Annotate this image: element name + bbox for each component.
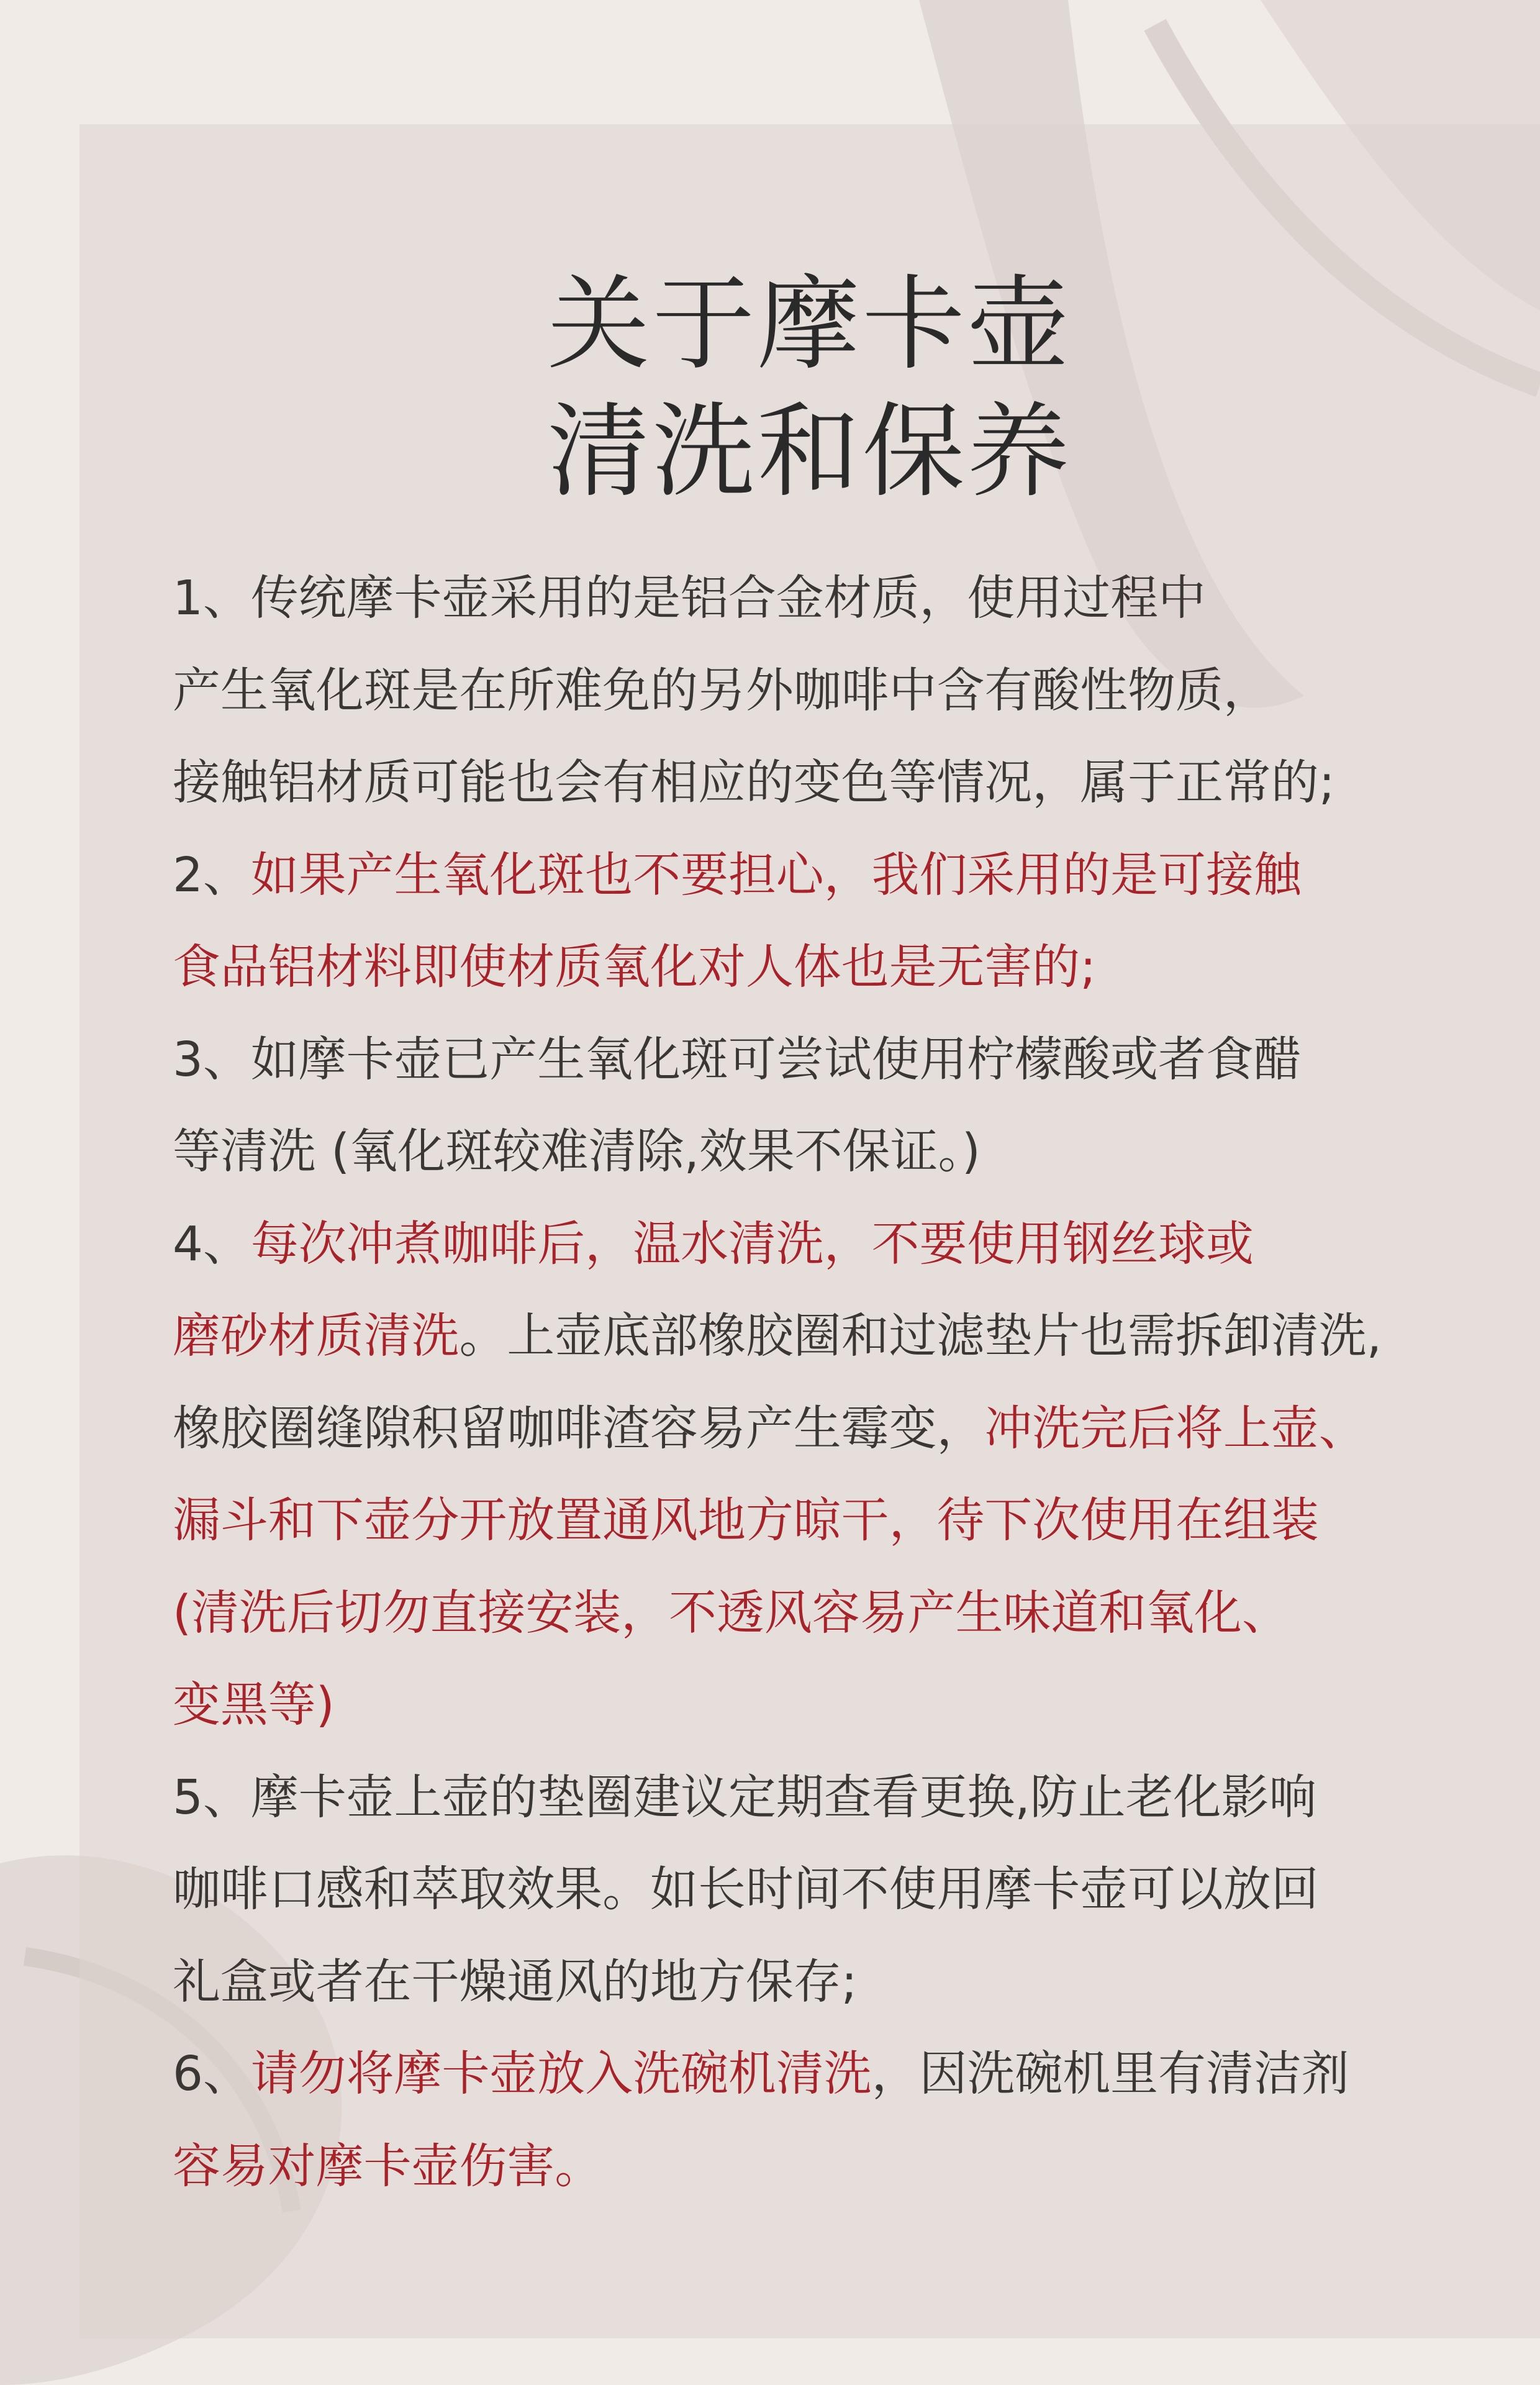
- instruction-line: [173, 645, 1526, 738]
- highlight-text: (清洗后切勿直接安装，不透风容易产生味道和氧化、: [173, 1585, 1290, 1641]
- body-text: 咖啡口感和萃取效果。如长时间不使用摩卡壶可以放回: [173, 1862, 1319, 1917]
- body-text: 橡胶圈缝隙积留咖啡渣容易产生霉变，: [173, 1401, 985, 1456]
- instruction-line: [173, 1568, 1526, 1660]
- body-text: 礼盒或者在干燥通风的地方保存;: [173, 1954, 858, 2010]
- highlight-text: 变黑等): [173, 1678, 335, 1733]
- instruction-line: [173, 1752, 1526, 1845]
- instruction-line: [173, 2028, 1526, 2121]
- instruction-line: [173, 1106, 1526, 1199]
- body-text: 等清洗 (氧化斑较难清除,效果不保证。): [173, 1124, 981, 1179]
- highlight-text: 漏斗和下壶分开放置通风地方晾干，待下次使用在组装: [173, 1493, 1319, 1548]
- body-text: 1、传统摩卡壶采用的是铝合金材质，使用过程中: [173, 571, 1206, 626]
- body-text: 4、: [173, 1216, 251, 1272]
- body-text: 2、: [173, 847, 251, 903]
- instruction-line: [173, 1383, 1526, 1476]
- instruction-line: [173, 830, 1526, 922]
- instruction-line: [173, 737, 1526, 830]
- instruction-line: [173, 2121, 1526, 2214]
- body-text: ，因洗碗机里有清洁剂: [871, 2047, 1349, 2102]
- body-text: 5、摩卡壶上壶的垫圈建议定期查看更换,防止老化影响: [173, 1769, 1317, 1825]
- page-title-line-2: 清洗和保养: [547, 392, 1072, 511]
- instruction-line: [173, 1937, 1526, 2029]
- page-title-line-1: 关于摩卡壶: [547, 265, 1072, 384]
- body-text: 3、如摩卡壶已产生氧化斑可尝试使用柠檬酸或者食醋: [173, 1032, 1302, 1088]
- body-text: 产生氧化斑是在所难免的另外咖啡中含有酸性物质，: [173, 663, 1271, 719]
- care-instructions: [173, 553, 1526, 2213]
- instruction-line: [173, 1660, 1526, 1752]
- instruction-line: [173, 553, 1526, 645]
- instruction-line: [173, 1199, 1526, 1291]
- highlight-text: 磨砂材质清洗: [173, 1309, 460, 1364]
- instruction-line: [173, 1844, 1526, 1937]
- instruction-line: [173, 1014, 1526, 1107]
- highlight-text: 每次冲煮咖啡后，温水清洗，不要使用钢丝球或: [250, 1216, 1254, 1272]
- highlight-text: 食品铝材料即使材质氧化对人体也是无害的;: [173, 940, 1097, 995]
- highlight-text: 如果产生氧化斑也不要担心，我们采用的是可接触: [250, 847, 1302, 903]
- instruction-line: [173, 922, 1526, 1014]
- highlight-text: 请勿将摩卡壶放入洗碗机清洗: [250, 2047, 872, 2102]
- instruction-line: [173, 1291, 1526, 1383]
- page-title: [79, 261, 1540, 516]
- instruction-line: [173, 1475, 1526, 1568]
- body-text: 。上壶底部橡胶圈和过滤垫片也需拆卸清洗,: [459, 1309, 1382, 1364]
- highlight-text: 冲洗完后将上壶、: [984, 1401, 1367, 1456]
- body-text: 6、: [173, 2047, 251, 2102]
- highlight-text: 容易对摩卡壶伤害。: [173, 2138, 603, 2194]
- body-text: 接触铝材质可能也会有相应的变色等情况，属于正常的;: [173, 755, 1335, 811]
